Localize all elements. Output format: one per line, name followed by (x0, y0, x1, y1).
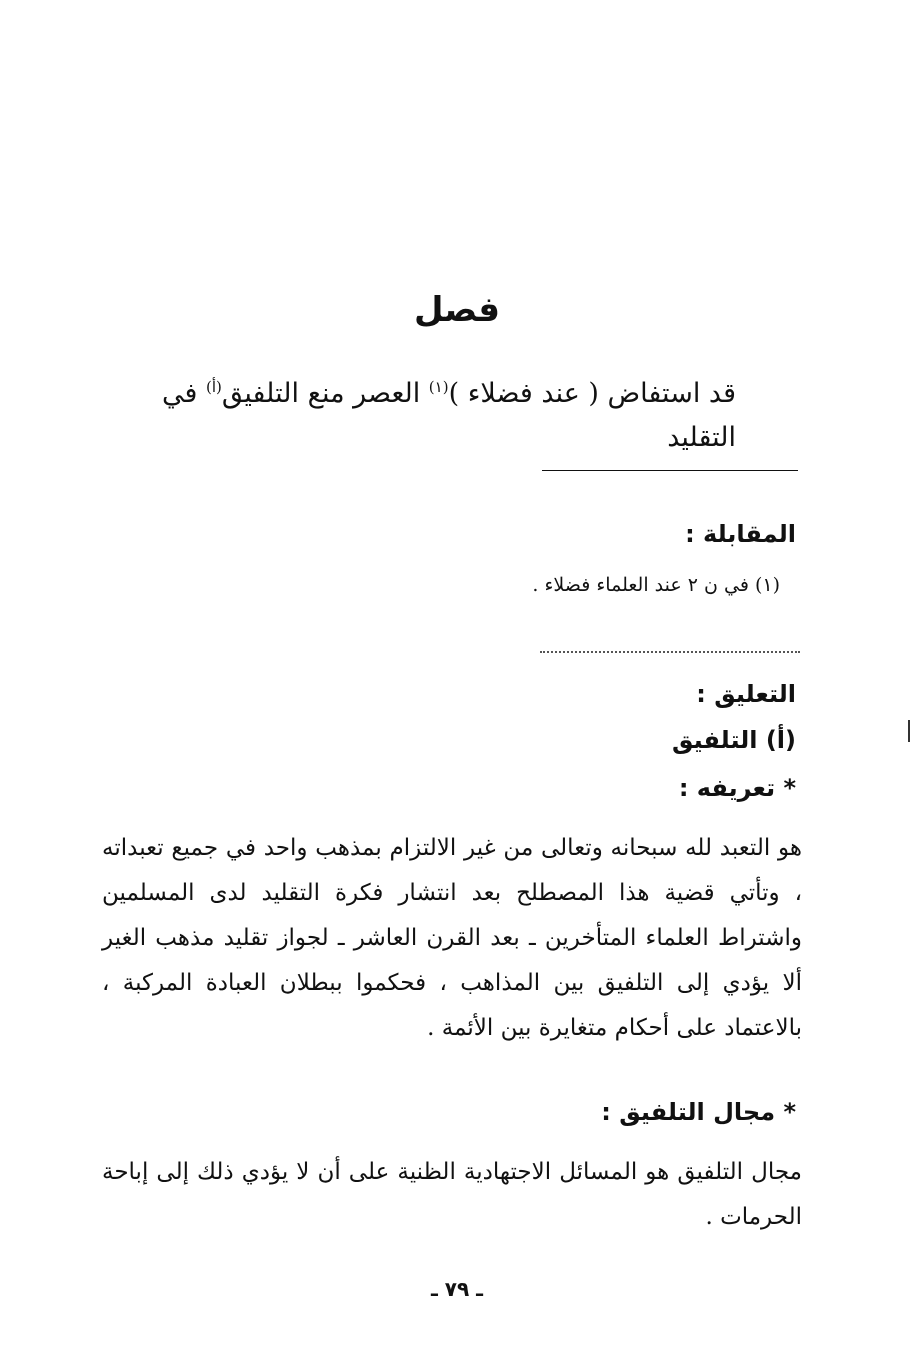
scope-paragraph: مجال التلفيق هو المسائل الاجتهادية الظنية على أن لا يؤدي ذلك إلى إباحة الحرمات . (102, 1159, 802, 1230)
muqabala-heading: المقابلة : (685, 520, 796, 548)
footnote-ref-1[interactable]: (١) (428, 378, 449, 396)
footnote-separator (542, 470, 798, 471)
footnote-ref-a[interactable]: (أ) (205, 378, 222, 396)
opening-part-1: قد استفاض ( عند فضلاء ) (448, 378, 736, 409)
opening-sentence (96, 365, 736, 460)
talfiq-heading: (أ) التلفيق (671, 726, 796, 754)
taliq-heading: التعليق : (696, 680, 796, 708)
opening-part-2: العصر منع التلفيق (221, 378, 429, 409)
scope-heading: * مجال التلفيق : (601, 1098, 796, 1126)
definition-paragraph: هو التعبد لله سبحانه وتعالى من غير الالتزام بمذهب واحد في جميع تعبداته ، وتأتي قضية هذا المصطلح بعد انتشار فكرة التقليد لدى المسلمين واشتراط العلماء المتأخرين ـ بعد القرن العاشر ـ لجواز تقليد مذهب الغير ألا يؤدي إلى التلفيق بين المذاهب ، فحكموا ببطلان العبادة المركبة ، بالاعتماد على أحكام متغايرة بين الأئمة . (102, 835, 802, 1041)
margin-mark (908, 720, 910, 742)
chapter-title: فصل (413, 290, 501, 330)
opening-part-3: في التقليد (161, 378, 736, 453)
page-number: ـ ٧٩ ـ (430, 1277, 484, 1301)
dotted-separator (540, 651, 800, 653)
footnote-1: (١) في ن ٢ عند العلماء فضلاء . (532, 574, 780, 596)
definition-heading: * تعريفه : (678, 774, 796, 802)
